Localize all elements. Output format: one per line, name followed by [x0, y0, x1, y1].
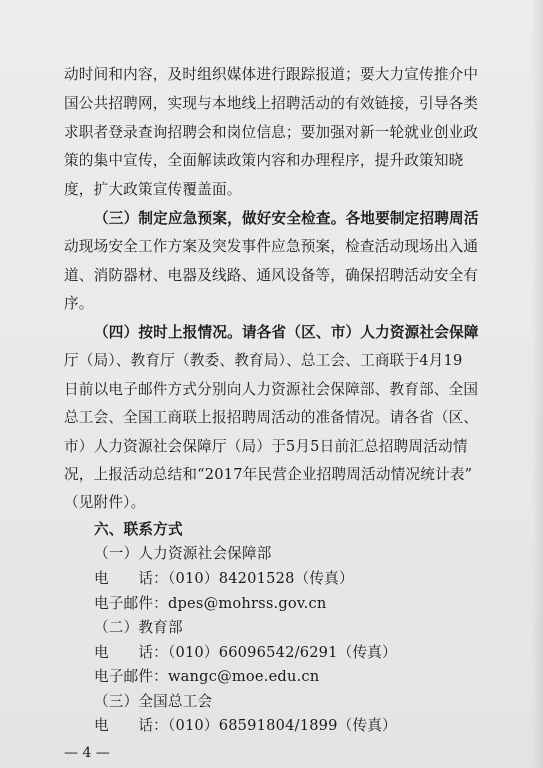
text-line: 况，上报活动总结和“2017年民营企业招聘周活动情况统计表”	[64, 466, 473, 483]
contact-org-label: （三）全国总工会	[94, 693, 213, 710]
contact-org-label: （二）教育部	[94, 619, 183, 636]
text-line: 序。	[64, 295, 94, 312]
contact-email: 电子邮件：wangc@moe.edu.cn	[94, 668, 320, 685]
section-heading-6: 六、联系方式	[94, 521, 183, 538]
text-line: 动时间和内容，及时组织媒体进行跟踪报道；要大力宣传推介中	[64, 66, 479, 83]
page-number: — 4 —	[64, 745, 110, 761]
text-line: 策的集中宣传，全面解读政策内容和办理程序，提升政策知晓	[64, 152, 464, 169]
section-heading-4: （四）按时上报情况。请各省（区、市）人力资源社会保障	[94, 324, 479, 341]
text-line: 动现场安全工作方案及突发事件应急预案，检查活动现场出入通	[64, 238, 479, 255]
contact-org-label: （一）人力资源社会保障部	[94, 545, 272, 562]
contact-phone: 电 话：（010）66096542/6291（传真）	[94, 644, 397, 661]
contact-email: 电子邮件：dpes@mohrss.gov.cn	[94, 595, 327, 612]
text-line: 总工会、全国工商联上报招聘周活动的准备情况。请各省（区、	[64, 409, 479, 426]
text-line: （见附件）。	[64, 494, 146, 511]
text-line: 度，扩大政策宣传覆盖面。	[64, 181, 242, 198]
text-line: 国公共招聘网，实现与本地线上招聘活动的有效链接，引导各类	[64, 95, 479, 112]
text-line: 市）人力资源社会保障厅（局）于5月5日前汇总招聘周活动情	[64, 438, 468, 455]
text-line: 道、消防器材、电器及线路、通风设备等，确保招聘活动安全有	[64, 267, 479, 284]
text-line: 日前以电子邮件方式分别向人力资源社会保障部、教育部、全国	[64, 381, 479, 398]
text-line: 厅（局）、教育厅（教委、教育局）、总工会、工商联于4月19	[64, 352, 463, 369]
section-heading-3: （三）制定应急预案，做好安全检查。各地要制定招聘周活	[94, 210, 479, 227]
contact-phone: 电 话：（010）84201528（传真）	[94, 570, 354, 587]
page-edge-shadow	[531, 0, 543, 768]
text-line: 求职者登录查询招聘会和岗位信息；要加强对新一轮就业创业政	[64, 124, 479, 141]
contact-phone: 电 话：（010）68591804/1899（传真）	[94, 717, 397, 734]
